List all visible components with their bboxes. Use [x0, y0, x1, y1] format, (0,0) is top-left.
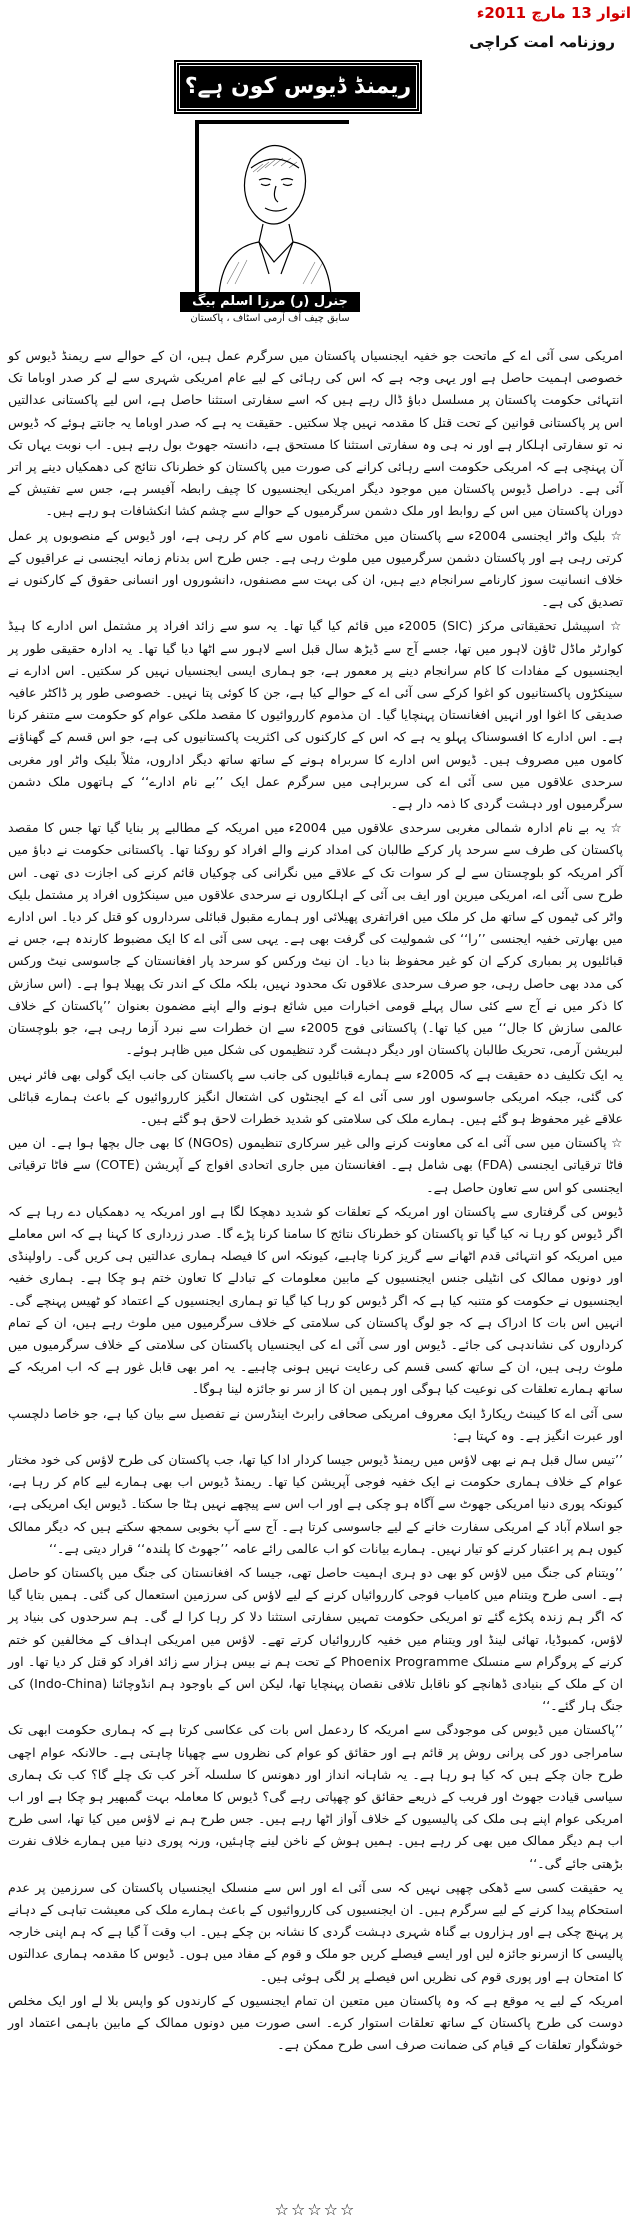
article-paragraph: ’’تیس سال قبل ہم نے بھی لاؤس میں ریمنڈ ڈیوس جیسا کردار ادا کیا تھا، جب پاکستان کی طرح لاؤس کی خود مختار عوام کے خلاف ہماری حکومت نے ایک خفیہ فوجی آپریشن کیا تھا۔ ریمنڈ ڈیوس اب بھی ہمارے لیے کام کر رہا ہے، کیونکہ پوری دنیا امریکی جھوٹ سے آگاہ ہو چکی ہے اور اب اس سے پیچھے نہیں ہٹا جا سکتا۔ ڈیوس ایک امریکی ہے، جو اسلام آباد کے امریکی سفارت خانے کے لیے جاسوسی کرتا ہے۔ آج سے آپ بخوبی سمجھ سکتے ہیں کہ دیگر ممالک کیوں ہم پر اعتبار کرنے کو تیار نہیں۔ ہمارے بیانات کو اب عالمی رائے عامہ ’’جھوٹ کا پلندہ‘‘ قرار دیتی ہے۔‘‘ — [8, 1451, 623, 1556]
article-paragraph: ☆ یہ بے نام ادارہ شمالی مغربی سرحدی علاقوں میں 2004ء میں امریکہ کے مطالبے پر بنایا گیا تھا جس کا مقصد پاکستان کی طرف سے سرحد پار کرکے طالبان کی امداد کرنے والے افراد کو روکنا تھا۔ پاکستانی حکومت نے دباؤ میں آکر امریکہ کو بلوچستان سے لے کر سوات تک کے علاقے میں نگرانی کی چوکیاں قائم کرنے کی اجازت دی تھی۔ اس طرح سی آئی اے، امریکی میرین اور ایف بی آئی کے اہلکاروں نے سرحدی علاقوں میں سینکڑوں افراد پر مشتمل بلیک واٹر کی ٹیموں کے ساتھ مل کر ملک میں افراتفری پھیلائی اور ہمارے مقبول قبائلی سرداروں کو قتل کر دیا۔ اس ادارے میں بھارتی خفیہ ایجنسی ’’را‘‘ کی شمولیت کی گرفت بھی ہے۔ یہی سی آئی اے کا ایک مضبوط کارندہ ہے، جس نے قبائلیوں پر بمباری کرکے ان کو غیر محفوظ بنا دیا۔ ان نیٹ ورکس کو سرحد پار افغانستان کے جاسوسی نیٹ ورکس کی مدد بھی حاصل رہی، جو صرف سرحدی علاقوں تک محدود نہیں، بلکہ ملک کے اندر تک پھیلا ہوا ہے۔ (اس سازش کا ذکر میں نے آج سے کئی سال پہلے قومی اخبارات میں شائع ہونے والے اپنے مضمون بعنوان ’’پاکستان کے خلاف عالمی سازش کا جال‘‘ میں کیا تھا۔) پاکستانی فوج 2005ء سے ان خطرات سے نبرد آزما رہی ہے، جو بلوچستان لبریشن آرمی، تحریک طالبان پاکستان اور دیگر دہشت گرد تنظیموں کی شکل میں ظاہر ہوئے۔ — [8, 820, 624, 1058]
article-paragraph: ☆ اسپیشل تحقیقاتی مرکز (SIC) 2005ء میں قائم کیا گیا تھا۔ یہ سو سے زائد افراد پر مشتمل اس ادارے کا ہیڈ کوارٹر ماڈل ٹاؤن لاہور میں تھا، جسے آج سے ڈیڑھ سال قبل اسے لاہور سے اٹھا دیا گیا تھا۔ یہ ادارہ حقیقی طور پر ایجنسیوں کے مفادات کا کام سرانجام دینے پر معمور ہے، جو ہماری ایسی ایجنسیاں نہیں کر سکتیں۔ اس ادارے نے سینکڑوں پاکستانیوں کو اغوا کرکے سی آئی اے کے حوالے کیا ہے، جن کا کوئی پتا نہیں۔ خصوصی طور پر ڈاکٹر عافیہ صدیقی کا اغوا اور انہیں افغانستان پہنچایا گیا۔ ان مذموم کارروائیوں کا مقصد ملکی عوام کو حکومت سے متنفر کرنا ہے۔ اس ادارے کا افسوسناک پہلو یہ ہے کہ اس کے کارکنوں کی اکثریت پاکستانیوں کی ہے، جو اس قسم کے گھناؤنے کاموں میں مصروف ہیں۔ ڈیوس اس ادارے کا سربراہ ہونے کے ساتھ ساتھ دیگر اداروں، مثلاً بلیک واٹر اور مغربی سرحدی علاقوں میں سی آئی اے کی سربراہی میں سرگرم عمل ایک ’’بے نام ادارے‘‘ کے ہاتھوں ملک دشمن سرگرمیوں اور دہشت گردی کا ذمہ دار ہے۔ — [8, 618, 623, 812]
article-paragraph: ☆ بلیک واٹر ایجنسی 2004ء سے پاکستان میں مختلف ناموں سے کام کر رہی ہے، اور ڈیوس کے منصوبوں پر عمل کرتی رہی ہے اور پاکستان دشمن سرگرمیوں میں ملوث رہی ہے۔ جس طرح اس بدنام زمانہ ایجنسی نے عراقیوں کے خلاف انسانیت سوز کارنامے سرانجام دیے ہیں، ان کی بہت سے مصنفوں، دانشوروں اور انسانی حقوق کے کارکنوں نے تصدیق کی ہے۔ — [8, 527, 623, 610]
dateline: اتوار 13 مارچ 2011ء — [476, 4, 631, 22]
article-paragraph: ☆ پاکستان میں سی آئی اے کی معاونت کرنے والی غیر سرکاری تنظیموں (NGOs) کا بھی جال بچھا ہوا ہے۔ ان میں فاٹا ترقیاتی ایجنسی (FDA) بھی شامل ہے۔ افغانستان میں جاری اتحادی افواج کے آپریشن (COTE) سے فاٹا ترقیاتی ایجنسی کو اس سے تعاون حاصل ہے۔ — [8, 1135, 624, 1195]
article-paragraph: یہ حقیقت کسی سے ڈھکی چھپی نہیں کہ سی آئی اے اور اس سے منسلک ایجنسیاں پاکستان کی سرزمین پر عدم استحکام پیدا کرنے کے لیے سرگرم ہیں۔ ان ایجنسیوں کی کارروائیوں کے باعث ہمارے ملک کی معیشت تباہی کے دہانے پر پہنچ چکی ہے اور ہزاروں بے گناہ شہری دہشت گردی کا نشانہ بن چکے ہیں۔ اب وقت آ گیا ہے کہ ہم اپنی خارجہ پالیسی کا ازسرنو جائزہ لیں اور ایسے فیصلے کریں جو ملک و قوم کے مفاد میں ہوں۔ ڈیوس کا مقدمہ ہماری عدالتوں کا امتحان ہے اور پوری قوم کی نظریں اس فیصلے پر لگی ہوئی ہیں۔ — [8, 1879, 623, 1984]
headline: ریمنڈ ڈیوس کون ہے؟ — [176, 62, 420, 112]
article-paragraph: امریکی سی آئی اے کے ماتحت جو خفیہ ایجنسیاں پاکستان میں سرگرم عمل ہیں، ان کے حوالے سے ریمنڈ ڈیوس کو خصوصی اہمیت حاصل ہے اور یہی وجہ ہے کہ اس کی رہائی کے لیے عام امریکی شہری سے لے کر صدر اوباما تک انتہائی حکومت پاکستان پر مسلسل دباؤ ڈال رہے ہیں کہ اسے سفارتی استثنا حاصل ہے، اس لیے پاکستانی عدالتیں اس پر پاکستانی قوانین کے تحت قتل کا مقدمہ نہیں چلا سکتیں۔ حقیقت یہ ہے کہ صدر اوباما یہ جانتے ہوئے کہ ڈیوس نہ تو سفارتی اہلکار ہے اور نہ ہی وہ سفارتی استثنا کا مستحق ہے، دانستہ جھوٹ بول رہے ہیں۔ اب نوبت یہاں تک آن پہنچی ہے کہ امریکی حکومت اسے رہائی کرانے کی صورت میں پاکستان کو خطرناک نتائج کی دھمکیاں دینے پر اتر آئی ہے۔ دراصل ڈیوس پاکستان میں موجود دیگر امریکی ایجنسیوں کا چیف رابطہ آفیسر ہے، جس سے تفتیش کے دوران پاکستان میں اس کے روابط اور ملک دشمن سرگرمیوں کے حوالے سے چشم کشا انکشافات ہو رہے ہیں۔ — [8, 348, 623, 519]
newspaper-source: روزنامہ امت کراچی — [469, 33, 615, 51]
author-role: سابق چیف آف آرمی اسٹاف ، پاکستان — [190, 313, 350, 324]
author-photo — [195, 120, 349, 294]
article-paragraph: امریکہ کے لیے یہ موقع ہے کہ وہ پاکستان میں متعین ان تمام ایجنسیوں کے کارندوں کو واپس بلا لے اور ایک مخلص دوست کی طرح پاکستان کے ساتھ تعلقات استوار کرے۔ اسی صورت میں دونوں ممالک کے مابین باہمی اعتماد اور خوشگوار تعلقات کے قیام کی ضمانت صرف اسی طرح ممکن ہے۔ — [8, 1992, 623, 2053]
article-paragraph: ڈیوس کی گرفتاری سے پاکستان اور امریکہ کے تعلقات کو شدید دھچکا لگا ہے اور امریکہ یہ دھمکیاں دے رہا ہے کہ اگر ڈیوس کو رہا نہ کیا گیا تو پاکستان کو خطرناک نتائج کا سامنا کرنا پڑے گا۔ صدر زرداری کا کہنا ہے کہ اس معاملے میں امریکہ کو انتہائی قدم اٹھانے سے گریز کرنا چاہیے، کیونکہ اس کا فیصلہ ہماری عدالتیں ہی کریں گی۔ راولپنڈی اور دونوں ممالک کی انٹیلی جنس ایجنسیوں کے مابین معلومات کے تبادلے کا تعاون ختم ہو چکا ہے۔ ہماری خفیہ ایجنسیوں نے حکومت کو متنبہ کیا ہے کہ اگر ڈیوس کو رہا کیا گیا تو ہماری ایجنسیوں کے اعتماد کو ٹھیس پہنچے گی۔ انہیں اس بات کا ادراک ہے کہ جو لوگ پاکستان کی سلامتی کے خلاف سرگرمیوں میں ملوث رہے ہیں، ان کے تمام کرداروں کی نشاندہی کی جائے۔ ڈیوس اور سی آئی اے کی ایجنسیاں پاکستان کی سلامتی کے خلاف سرگرمیوں میں ملوث رہی ہیں، ان کے ساتھ کسی قسم کی رعایت نہیں ہونی چاہیے۔ یہ امر بھی قابل غور ہے کہ اب امریکہ کے ساتھ ہمارے تعلقات کی نوعیت کیا ہوگی اور ہمیں ان کا از سر نو جائزہ لینا ہوگا۔ — [8, 1203, 623, 1397]
end-mark: ☆☆☆☆☆ — [274, 2200, 357, 2219]
author-name: جنرل (ر) مرزا اسلم بیگ — [180, 292, 360, 312]
author-portrait-icon — [199, 124, 349, 294]
article-paragraph: سی آئی اے کا کیبنٹ ریکارڈ ایک معروف امریکی صحافی رابرٹ اینڈرسن نے تفصیل سے بیان کیا ہے، جو خاصا دلچسپ اور عبرت انگیز ہے۔ وہ کہتا ہے: — [8, 1405, 623, 1443]
article-paragraph: ’’ویتنام کی جنگ میں لاؤس کو بھی دو ہری اہمیت حاصل تھی، جیسا کہ افغانستان کی جنگ میں پاکستان کو حاصل ہے۔ اسی طرح ویتنام میں کامیاب فوجی کارروائیاں کرنے کے لیے لاؤس کی سرزمین استعمال کی گئی۔ ہمیں بتایا گیا کہ اگر ہم زندہ پکڑے گئے تو امریکی حکومت تمہیں سفارتی استثنا دلا کر رہا کرا لے گی۔ ہم سرحدوں کی بنیاد پر لاؤس، کمبوڈیا، تھائی لینڈ اور ویتنام میں خفیہ کارروائیاں کرتے تھے۔ لاؤس میں امریکی اہداف کے مخالفین کو ختم کرنے کے پروگرام سے منسلک Phoenix Programme کے تحت ہم نے بیس ہزار سے زائد افراد کو قتل کر دیا تھا۔ اور ان کے ملک کے بنیادی ڈھانچے کو ناقابل تلافی نقصان پہنچایا تھا، لیکن اس کے باوجود ہم انڈوچائنا (Indo-China) کی جنگ ہار گئے۔‘‘ — [8, 1564, 623, 1714]
article-paragraph: ’’پاکستان میں ڈیوس کی موجودگی سے امریکہ کا ردعمل اس بات کی عکاسی کرتا ہے کہ ہماری حکومت ابھی تک سامراجی دور کی پرانی روش پر قائم ہے اور حقائق کو عوام کی نظروں سے چھپانا چاہتی ہے۔ حالانکہ عوام اچھی طرح جان چکے ہیں کہ کیا ہو رہا ہے۔ یہ شاہانہ انداز اور دھونس کا سلسلہ آخر کب تک چلے گا؟ کب تک ہماری سیاسی قیادت جھوٹ اور فریب کے ذریعے حقائق کو چھپاتی رہے گی؟ ڈیوس کا معاملہ بہت گمبھیر ہو چکا ہے اور اب امریکی عوام اپنے ہی ملک کی پالیسیوں کے خلاف آواز اٹھا رہے ہیں۔ جس طرح ہم نے لاؤس میں کیا تھا، اسی طرح اب ہم دیگر ممالک میں بھی کر رہے ہیں۔ ہمیں ہوش کے ناخن لینے چاہئیں، ورنہ پوری دنیا میں ہمارے خلاف نفرت بڑھتی جائے گی۔‘‘ — [8, 1722, 623, 1871]
article-body — [8, 345, 623, 2058]
author-box — [180, 120, 360, 330]
article-paragraph: یہ ایک تکلیف دہ حقیقت ہے کہ 2005ء سے ہمارے قبائلیوں کی جانب سے پاکستان کی جانب ایک گولی بھی فائر نہیں کی گئی، جبکہ امریکی جاسوسوں اور سی آئی اے کے ایجنٹوں کی اشتعال انگیز کارروائیوں کے باعث ہمارے قبائلی علاقے غیر محفوظ ہو گئے ہیں۔ ہمارے ملک کی سلامتی کو شدید خطرات لاحق ہو گئے ہیں۔ — [8, 1066, 623, 1126]
